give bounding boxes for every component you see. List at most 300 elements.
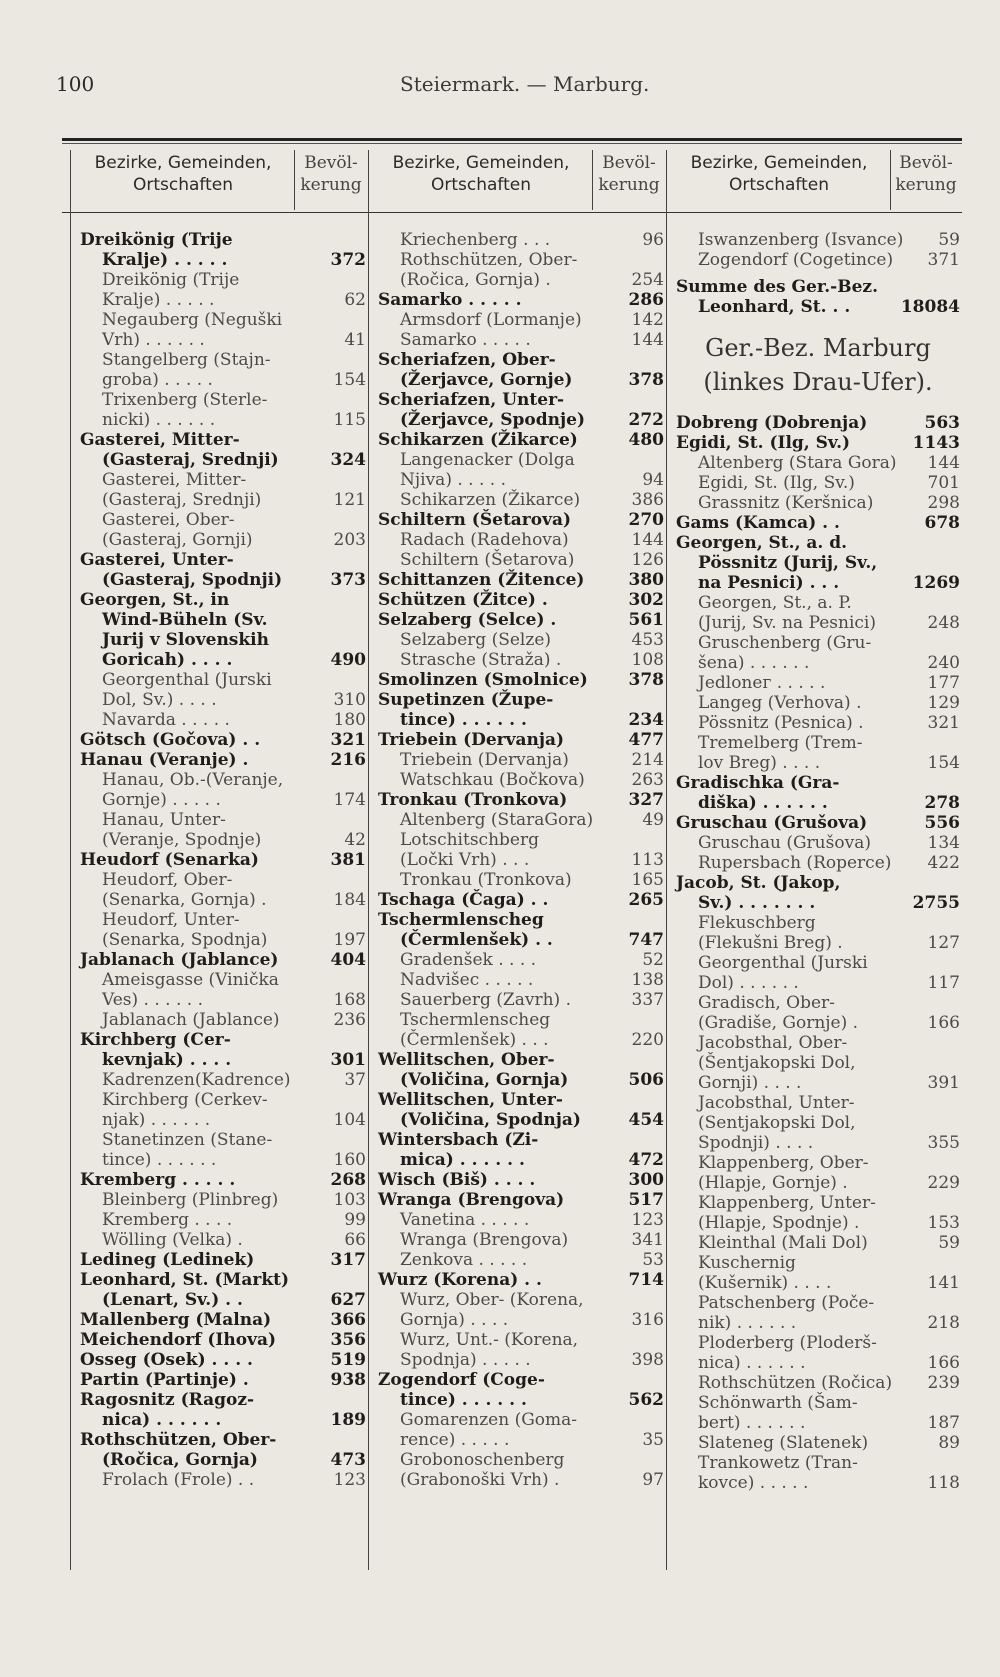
place-name-line: Georgen, St., in [80,590,230,610]
population-value: 263 [631,770,664,790]
locality-row [378,450,664,490]
population-value: 138 [631,970,664,990]
place-name-line: (Gasteraj, Spodnji) [102,570,283,590]
population-value: 197 [333,930,366,950]
place-name [80,1010,366,1030]
place-name-line: Samarko . . . . . [400,330,531,350]
population-value: 701 [927,473,960,493]
population-value: 154 [333,370,366,390]
population-value: 422 [927,853,960,873]
locality-row [80,270,366,310]
municipality-row [676,873,960,913]
page-header [0,72,1000,102]
place-name-line: Gornja) . . . . [400,1310,509,1330]
population-value: 321 [927,713,960,733]
municipality-row [80,1250,366,1270]
place-name [80,810,366,850]
place-name-line: (Gasteraj, Srednji) [102,450,279,470]
place-name-line: Bleinberg (Plinbreg) [102,1190,279,1210]
place-name-line: Frolach (Frole) . . [102,1470,255,1490]
column-3 [676,230,960,1493]
place-name [378,670,664,690]
locality-row [80,510,366,550]
place-name-line: Kremberg . . . . [102,1210,233,1230]
place-name-line: Rothschützen, Ober- [80,1430,277,1450]
place-name [378,1290,664,1330]
place-name-line: Selzaberg (Selze) [400,630,552,650]
place-name-line: (Ročica, Gornja) [102,1450,258,1470]
place-name-line: bert) . . . . . . [698,1413,806,1433]
place-name-line: Tschermlenscheg [378,910,544,930]
place-name [80,1350,366,1370]
place-name-line: Meichendorf (Ihova) [80,1330,277,1350]
place-name [80,350,366,390]
place-name-line: Gornje) . . . . . [102,790,221,810]
place-name-line: Rupersbach (Roperce) [698,853,892,873]
population-value: 341 [631,1230,664,1250]
locality-row [80,710,366,730]
population-value: 517 [628,1190,664,1210]
population-value: 556 [924,813,960,833]
population-value: 938 [330,1370,366,1390]
population-value: 381 [330,850,366,870]
place-name [80,1030,366,1070]
population-value: 356 [330,1330,366,1350]
population-value: 236 [333,1010,366,1030]
place-name-line: Gradenšek . . . . [400,950,537,970]
place-name [378,1270,664,1290]
locality-row [80,810,366,850]
locality-row [378,230,664,250]
population-value: 97 [642,1470,664,1490]
place-name [676,1333,960,1373]
locality-row [80,1210,366,1230]
place-name-line: (Jurij, Sv. na Pesnici) [698,613,877,633]
header-line: Ortschaften [728,175,830,195]
population-value: 265 [628,890,664,910]
population-value: 168 [333,990,366,1010]
locality-row [676,1293,960,1333]
municipality-row [676,773,960,813]
place-name [378,450,664,490]
locality-row [676,853,960,873]
place-name-line: Triebein (Dervanja) [378,730,565,750]
place-name-line: Wölling (Velka) . [102,1230,243,1250]
population-value: 317 [330,1250,366,1270]
locality-row [676,1153,960,1193]
place-name [80,730,366,750]
place-name-line: Gruschenberg (Gru- [698,633,872,653]
locality-row [378,1410,664,1450]
locality-row [80,1470,366,1490]
place-name-line: (Gasteraj, Srednji) [102,490,262,510]
place-name [378,1130,664,1170]
municipality-row [676,513,960,533]
place-name-line: Ves) . . . . . . [102,990,203,1010]
place-name-line: Dobreng (Dobrenja) [676,413,868,433]
municipality-row [378,730,664,750]
place-name [676,1153,960,1193]
place-name [378,1370,664,1410]
place-name [378,1450,664,1490]
place-name-line: Klappenberg, Ober- [698,1153,869,1173]
locality-row [378,870,664,890]
place-name-line: Wintersbach (Zi- [378,1130,539,1150]
place-name [676,733,960,773]
header-line: Bevöl- [899,153,953,173]
place-name [80,710,366,730]
place-name [80,390,366,430]
locality-row [676,913,960,953]
population-value: 134 [927,833,960,853]
header-line: Ortschaften [430,175,532,195]
column-rule [592,150,593,210]
place-name [80,1210,366,1230]
place-name-line: Wurz, Unt.- (Korena, [400,1330,579,1350]
place-name [378,550,664,570]
place-name [378,970,664,990]
running-title: Steiermark. — Marburg. [400,72,650,96]
locality-row [676,1093,960,1153]
place-name [80,770,366,810]
place-name-line: Slateneg (Slatenek) [698,1433,869,1453]
locality-row [676,453,960,473]
place-name-line: Hanau, Ob.-(Veranje, [102,770,284,790]
place-name [676,1393,960,1433]
place-name [80,1310,366,1330]
place-name-line: Gruschau (Grušova) [676,813,868,833]
place-name [676,1033,960,1093]
place-name [378,230,664,250]
place-name [378,590,664,610]
municipality-row [378,1270,664,1290]
section-title-line-2: (linkes Drau-Ufer). [703,368,933,396]
population-value: 321 [330,730,366,750]
locality-row [80,1130,366,1170]
top-rule-thin [62,143,962,144]
population-value: 214 [631,750,664,770]
population-value: 52 [642,950,664,970]
page-number: 100 [56,72,95,96]
place-name-line: Zogendorf (Cogetince) [698,250,894,270]
population-value: 123 [333,1470,366,1490]
column-rule [70,150,71,1570]
population-value: 18084 [900,297,960,317]
place-name [378,1050,664,1090]
place-name-line: Spodnja) . . . . . [400,1350,531,1370]
place-name-line: Gasterei, Unter- [80,550,234,570]
place-name-line: Stanetinzen (Stane- [102,1130,273,1150]
locality-row [676,1333,960,1373]
population-value: 144 [631,530,664,550]
place-name-line: Sauerberg (Zavrh) . [400,990,571,1010]
population-value: 714 [628,1270,664,1290]
place-name-line: groba) . . . . . [102,370,213,390]
locality-row [676,1433,960,1453]
locality-row [378,1330,664,1370]
place-name [378,950,664,970]
place-name-line: Egidi, St. (Ilg, Sv.) [698,473,855,493]
population-value: 324 [330,450,366,470]
place-name [80,310,366,350]
place-name-line: Gomarenzen (Goma- [400,1410,578,1430]
column-2 [378,230,664,1490]
municipality-row [80,950,366,970]
col3-header [668,152,890,210]
locality-row [378,770,664,790]
municipality-row [80,750,366,770]
locality-row [676,1193,960,1233]
place-name [676,853,960,873]
population-value: 302 [628,590,664,610]
locality-row [378,1230,664,1250]
population-value: 160 [333,1150,366,1170]
place-name [378,810,664,830]
place-name-line: Wind-Büheln (Sv. [102,610,268,630]
population-value: 121 [333,490,366,510]
place-name-line: Tschermlenscheg [400,1010,551,1030]
population-value: 218 [927,1313,960,1333]
place-name [676,1433,960,1453]
population-value: 378 [628,370,664,390]
municipality-row [378,910,664,950]
place-name-line: Selzaberg (Selce) . [378,610,557,630]
locality-row [378,970,664,990]
population-value: 59 [938,230,960,250]
place-name-line: Smolinzen (Smolnice) [378,670,588,690]
place-name [80,1370,366,1390]
place-name [676,693,960,713]
place-name [378,430,664,450]
place-name-line: Altenberg (StaraGora) [400,810,594,830]
place-name-line: mica) . . . . . . [400,1150,525,1170]
locality-row [80,470,366,510]
place-name-line: (Sentjakopski Dol, [698,1113,856,1133]
place-name-line: Hanau (Veranje) . [80,750,249,770]
place-name-line: Jacobsthal, Ober- [698,1033,848,1053]
population-value: 62 [344,290,366,310]
place-name-line: Wurz (Korena) . . [378,1270,542,1290]
place-name-line: Tschaga (Čaga) . . [378,890,549,910]
municipality-row [80,430,366,470]
population-value: 373 [330,570,366,590]
municipality-row [378,570,664,590]
population-value: 562 [628,1390,664,1410]
column-rule [890,150,891,210]
place-name-line: Rothschützen (Ročica) [698,1373,893,1393]
population-value: 371 [927,250,960,270]
header-line: Bevöl- [602,153,656,173]
place-name [80,510,366,550]
place-name [80,1230,366,1250]
place-name-line: Heudorf (Senarka) [80,850,259,870]
place-name-line: (Lenart, Sv.) . . [102,1290,243,1310]
population-value: 477 [628,730,664,750]
municipality-row [80,730,366,750]
place-name-line: Gruschau (Grušova) [698,833,871,853]
place-name-line: Trankowetz (Tran- [698,1453,858,1473]
place-name [80,1470,366,1490]
place-name-line: Triebein (Dervanja) [400,750,569,770]
place-name [80,1170,366,1190]
column-rule [368,150,369,1570]
place-name [378,1170,664,1190]
place-name-line: Gasterei, Mitter- [102,470,247,490]
locality-row [676,993,960,1033]
place-name-line: na Pesnici) . . . [698,573,840,593]
place-name-line: Leonhard, St. (Markt) [80,1270,289,1290]
place-name [80,230,366,270]
place-name [80,870,366,910]
locality-row [676,250,960,270]
municipality-row [378,290,664,310]
place-name-line: Kralje) . . . . . [102,290,215,310]
municipality-row [676,277,960,317]
place-name [80,1190,366,1210]
place-name-line: Iswanzenberg (Isvance) [698,230,904,250]
place-name [80,1330,366,1350]
locality-row [676,1453,960,1493]
place-name-line: Goricah) . . . . [102,650,233,670]
place-name-line: Schönwarth (Šam- [698,1393,858,1413]
population-value: 177 [927,673,960,693]
place-name [378,650,664,670]
place-name-line: Tronkau (Tronkova) [400,870,572,890]
place-name-line: (Ločki Vrh) . . . [400,850,530,870]
population-value: 278 [924,793,960,813]
locality-row [80,390,366,430]
place-name-line: Radach (Radehova) [400,530,569,550]
locality-row [80,770,366,810]
place-name [80,1270,366,1310]
locality-row [378,330,664,350]
locality-row [378,1450,664,1490]
place-name-line: (Veranje, Spodnje) [102,830,262,850]
place-name [378,990,664,1010]
place-name-line: njak) . . . . . . [102,1110,211,1130]
place-name [378,1250,664,1270]
place-name [378,350,664,390]
locality-row [676,1373,960,1393]
section-title-line-1: Ger.-Bez. Marburg [705,334,931,362]
place-name-line: Egidi, St. (Ilg, Sv.) [676,433,851,453]
locality-row [676,713,960,733]
locality-row [80,670,366,710]
place-name [80,1430,366,1470]
section-title [676,331,960,399]
place-name-line: Ragosnitz (Ragoz- [80,1390,255,1410]
population-value: 380 [628,570,664,590]
locality-row [80,1190,366,1210]
locality-row [378,630,664,650]
place-name-line: Strasche (Straža) . [400,650,562,670]
place-name-line: kovce) . . . . . [698,1473,809,1493]
population-value: 94 [642,470,664,490]
locality-row [378,830,664,870]
place-name [80,670,366,710]
place-name [676,453,960,473]
place-name [378,490,664,510]
population-value: 99 [344,1210,366,1230]
place-name-line: Flekuschberg [698,913,816,933]
place-name-line: Götsch (Gočova) . . [80,730,261,750]
place-name [676,1453,960,1493]
population-value: 2755 [912,893,960,913]
population-value: 187 [927,1413,960,1433]
locality-row [378,250,664,290]
locality-row [378,950,664,970]
place-name [80,910,366,950]
place-name-line: Vrh) . . . . . . [102,330,205,350]
population-value: 166 [927,1353,960,1373]
place-name [676,1253,960,1293]
place-name-line: Jacob, St. (Jakop, [676,873,841,893]
place-name-line: Gradisch, Ober- [698,993,835,1013]
population-value: 506 [628,1070,664,1090]
place-name-line: Jablanach (Jablance) [102,1010,280,1030]
column-rule [666,150,667,1570]
place-name-line: Jacobsthal, Unter- [698,1093,855,1113]
place-name-line: Kadrenzen(Kadrence) [102,1070,291,1090]
population-value: 310 [333,690,366,710]
population-value: 268 [330,1170,366,1190]
population-value: 480 [628,430,664,450]
place-name-line: Gradischka (Gra- [676,773,840,793]
place-name [378,630,664,650]
locality-row [378,650,664,670]
municipality-row [378,1130,664,1170]
place-name-line: Wellitschen, Ober- [378,1050,555,1070]
population-value: 378 [628,670,664,690]
population-value: 519 [330,1350,366,1370]
place-name-line: Kleinthal (Mali Dol) [698,1233,868,1253]
locality-row [378,1250,664,1270]
municipality-row [676,813,960,833]
place-name [676,633,960,673]
place-name-line: (Hlapje, Spodnje) . [698,1213,860,1233]
place-name-line: (Žerjavce, Gornje) [400,370,573,390]
header-line: Bevöl- [304,153,358,173]
place-name-line: (Grabonoški Vrh) . [400,1470,560,1490]
place-name [80,430,366,470]
population-value: 453 [631,630,664,650]
population-value: 126 [631,550,664,570]
place-name-line: Njiva) . . . . . [400,470,506,490]
municipality-row [378,790,664,810]
place-name [378,310,664,330]
population-value: 59 [938,1233,960,1253]
population-value: 490 [330,650,366,670]
population-value: 35 [642,1430,664,1450]
place-name-line: Kirchberg (Cer- [80,1030,231,1050]
locality-row [378,530,664,550]
locality-row [676,733,960,773]
place-name-line: (Voličina, Gornja) [400,1070,569,1090]
population-value: 454 [628,1110,664,1130]
municipality-row [80,590,366,670]
population-value: 123 [631,1210,664,1230]
population-value: 166 [927,1013,960,1033]
population-value: 49 [642,810,664,830]
column-rule [294,150,295,210]
place-name-line: (Flekušni Breg) . [698,933,843,953]
place-name-line: Grobonoschenberg [400,1450,565,1470]
place-name [676,493,960,513]
place-name [676,953,960,993]
place-name-line: diška) . . . . . . [698,793,828,813]
population-value: 42 [344,830,366,850]
locality-row [676,1393,960,1433]
